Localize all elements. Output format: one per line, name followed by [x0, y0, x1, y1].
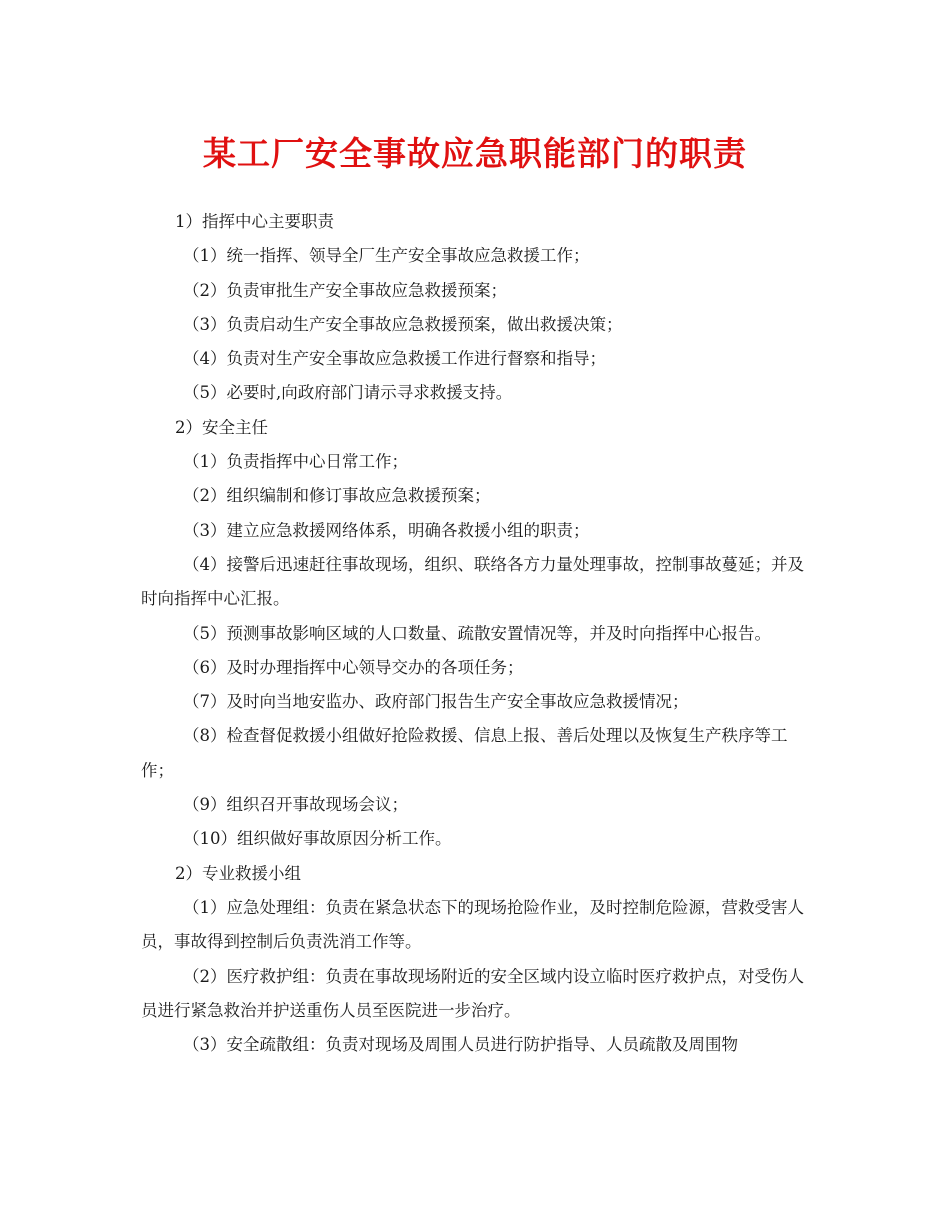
list-item: （1）负责指挥中心日常工作；	[183, 452, 408, 472]
list-item: （5）必要时,向政府部门请示寻求救援支持。	[183, 383, 513, 403]
list-item: （3）建立应急救援网络体系，明确各救援小组的职责；	[183, 520, 590, 540]
list-item: （5）预测事故影响区域的人口数量、疏散安置情况等，并及时向指挥中心报告。	[183, 623, 771, 643]
list-item: （3）负责启动生产安全事故应急救援预案，做出救援决策；	[183, 314, 623, 334]
list-item: （4）负责对生产安全事故应急救援工作进行督察和指导；	[183, 349, 606, 369]
list-item: （3）安全疏散组：负责对现场及周围人员进行防护指导、人员疏散及周围物	[183, 1035, 738, 1055]
section-heading: 2）专业救援小组	[175, 863, 301, 883]
list-item: （10）组织做好事故原因分析工作。	[183, 829, 452, 849]
document-title: 某工厂安全事故应急职能部门的职责	[203, 134, 747, 173]
list-item: （2）组织编制和修订事故应急救援预案；	[183, 486, 491, 506]
section-heading: 1）指挥中心主要职责	[175, 212, 334, 231]
list-item: （2）医疗救护组：负责在事故现场附近的安全区域内设立临时医疗救护点，对受伤人员进行紧急救治并护送重伤人员至医院进一步治疗。	[141, 966, 804, 1020]
list-item: （4）接警后迅速赶往事故现场，组织、联络各方力量处理事故，控制事故蔓延；并及时向指挥中心汇报。	[141, 554, 804, 609]
list-item: （6）及时办理指挥中心领导交办的各项任务；	[183, 657, 524, 677]
list-item: （7）及时向当地安监办、政府部门报告生产安全事故应急救援情况；	[183, 692, 689, 712]
document-body	[141, 205, 811, 1062]
list-item: （1）应急处理组：负责在紧急状态下的现场抢险作业，及时控制危险源，营救受害人员，事故得到控制后负责洗消工作等。	[141, 897, 804, 952]
list-item: （9）组织召开事故现场会议；	[183, 795, 408, 815]
section-heading: 2）安全主任	[175, 417, 268, 437]
list-item: （8）检查督促救援小组做好抢险救援、信息上报、善后处理以及恢复生产秩序等工作；	[141, 726, 788, 780]
list-item: （1）统一指挥、领导全厂生产安全事故应急救援工作；	[183, 246, 590, 266]
list-item: （2）负责审批生产安全事故应急救援预案；	[183, 280, 507, 300]
